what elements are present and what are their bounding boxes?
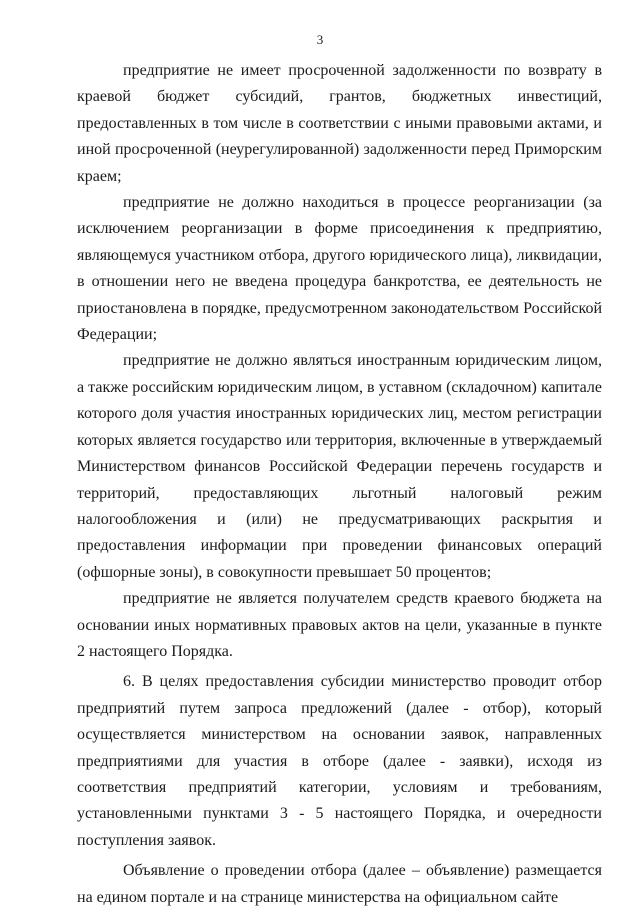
paragraph-foreign-entity-requirement: предприятие не должно являться иностранным юридическим лицом, а также российским юридическим лицом, в уставном (складочном) капитале которого доля участия иностранных юридических лиц, местом регистрации которых является государство или территория, включенные в утверждаемый Министерством финансов Российской Федерации перечень государств и территорий, предоставляющих льготный налоговый режим налогообложения и (или) не предусматривающих раскрытия и предоставления информации при проведении финансовых операций (офшорные зоны), в совокупности превышает 50 процентов; bbox=[77, 352, 602, 581]
paragraph-budget-recipient-requirement: предприятие не является получателем средств краевого бюджета на основании иных нормативных правовых актов на цели, указанные в пункте 2 настоящего Порядка. bbox=[77, 590, 602, 660]
document-body bbox=[77, 58, 602, 911]
paragraph-debt-requirement: предприятие не имеет просроченной задолженности по возврату в краевой бюджет субсидий, грантов, бюджетных инвестиций, предоставленных в том числе в соответствии с иными правовыми актами, и иной просроченной (неурегулированной) задолженности перед Приморским краем; bbox=[77, 62, 602, 185]
paragraph-reorganization-requirement: предприятие не должно находиться в процессе реорганизации (за исключением реорганизации в форме присоединения к предприятию, являющемуся участником отбора, другого юридического лица), ликвидации, в отношении него не введена процедура банкротства, ее деятельность не приостановлена в порядке, предусмотренном законодательством Российской Федерации; bbox=[77, 194, 602, 344]
paragraph-announcement: Объявление о проведении отбора (далее – объявление) размещается на едином портале и на странице министерства на официальном сайте bbox=[77, 862, 602, 906]
paragraph-selection-procedure: 6. В целях предоставления субсидии министерство проводит отбор предприятий путем запроса предложений (далее - отбор), который осуществляется министерством на основании заявок, направленных предприятиями для участия в отборе (далее - заявки), исходя из соответствия предприятий категории, условиям и требованиям, установленными пунктами 3 - 5 настоящего Порядка, и очередности поступления заявок. bbox=[77, 673, 602, 849]
page-number: 3 bbox=[316, 32, 324, 47]
